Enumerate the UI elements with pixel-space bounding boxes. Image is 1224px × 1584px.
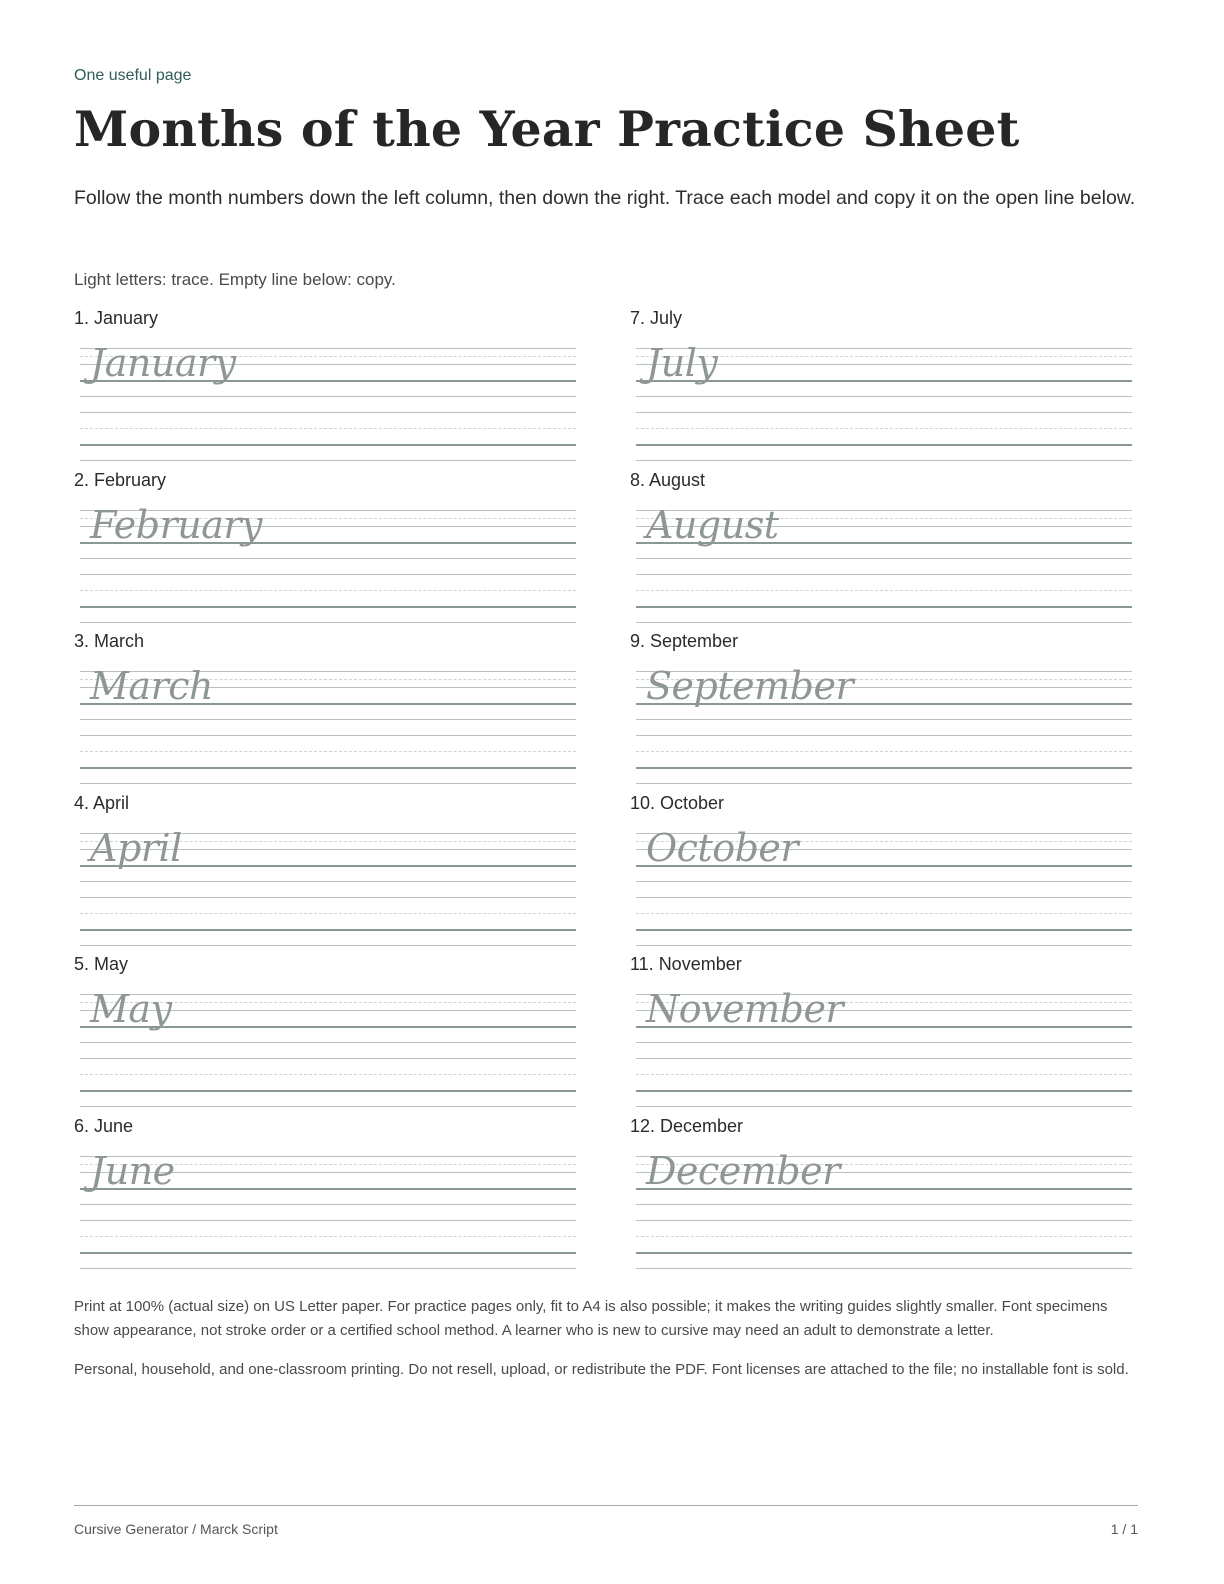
midline-rule — [80, 428, 576, 429]
midline-rule — [636, 913, 1132, 914]
month-label: 9. September — [630, 631, 739, 652]
guide-rule — [80, 881, 576, 882]
trace-model-text: February — [90, 502, 263, 547]
page-number: 1 / 1 — [1110, 1521, 1138, 1537]
baseline-rule — [636, 606, 1132, 608]
month-label: 10. October — [630, 792, 725, 813]
month-label: 6. June — [74, 1115, 134, 1136]
writing-guides[interactable] — [80, 341, 576, 462]
month-label: 8. August — [630, 469, 706, 490]
guide-rule — [80, 396, 576, 397]
guide-rule — [80, 783, 576, 784]
eyebrow: One useful page — [74, 67, 192, 84]
guide-rule — [636, 1042, 1132, 1043]
writing-guides[interactable] — [636, 341, 1132, 462]
guide-rule — [80, 945, 576, 946]
guide-rule — [80, 1058, 576, 1059]
month-label: 2. February — [74, 469, 167, 490]
guide-rule — [80, 1042, 576, 1043]
writing-guides[interactable] — [636, 664, 1132, 785]
baseline-rule — [80, 767, 576, 769]
intro-text: Follow the month numbers down the left column, then down the right. Trace each model and copy it on the open line below. — [74, 187, 1136, 209]
guide-rule — [636, 412, 1132, 413]
guide-rule — [636, 1058, 1132, 1059]
month-block — [74, 631, 578, 793]
guide-rule — [80, 1220, 576, 1221]
trace-model-text: July — [646, 341, 718, 385]
trace-model-text: April — [90, 825, 182, 870]
guide-rule — [636, 558, 1132, 559]
baseline-rule — [636, 1252, 1132, 1254]
trace-model-text: May — [90, 987, 172, 1032]
midline-rule — [80, 751, 576, 752]
trace-model-text: December — [646, 1148, 840, 1193]
guide-rule — [636, 881, 1132, 882]
guide-rule — [80, 897, 576, 898]
guide-rule — [636, 1204, 1132, 1205]
trace-model-text: January — [90, 341, 236, 385]
writing-guides[interactable] — [80, 664, 576, 785]
midline-rule — [636, 428, 1132, 429]
guide-rule — [636, 783, 1132, 784]
guide-rule — [80, 719, 576, 720]
guide-rule — [636, 719, 1132, 720]
baseline-rule — [636, 767, 1132, 769]
baseline-rule — [636, 444, 1132, 446]
month-block — [74, 1116, 578, 1278]
writing-guides[interactable] — [636, 825, 1132, 947]
guide-rule — [80, 460, 576, 461]
baseline-rule — [636, 929, 1132, 931]
print-instructions: Print at 100% (actual size) on US Letter paper. For practice pages only, fit to A4 is also possible; it makes the writing guides slightly smaller. Font specimens show appearance, not stroke order or a certified school method. A learner who is new to cursive may need an adult to demonstrate a letter. — [74, 1298, 1108, 1339]
print-notes — [74, 1295, 1138, 1397]
guide-rule — [636, 396, 1132, 397]
guide-rule — [636, 897, 1132, 898]
guide-rule — [636, 735, 1132, 736]
month-block — [74, 793, 578, 955]
footer-divider — [74, 1505, 1138, 1506]
trace-model-text: September — [646, 664, 854, 709]
trace-hint: Light letters: trace. Empty line below: copy. — [74, 270, 396, 289]
right-column — [630, 308, 1134, 1278]
guide-rule — [80, 574, 576, 575]
month-block — [630, 470, 1134, 632]
midline-rule — [80, 1236, 576, 1237]
practice-sheet — [74, 0, 1138, 1584]
license-notice: Personal, household, and one-classroom printing. Do not resell, upload, or redistribute the PDF. Font licenses are attached to the file; no installable font is sold. — [74, 1361, 1129, 1378]
guide-rule — [80, 1268, 576, 1269]
guide-rule — [636, 945, 1132, 946]
month-block — [630, 793, 1134, 955]
baseline-rule — [80, 444, 576, 446]
midline-rule — [636, 590, 1132, 591]
month-label: 5. May — [74, 954, 129, 975]
guide-rule — [80, 622, 576, 623]
midline-rule — [80, 913, 576, 914]
writing-guides[interactable] — [636, 502, 1132, 624]
writing-guides[interactable] — [636, 1148, 1132, 1270]
trace-model-text: October — [646, 825, 799, 870]
month-label: 11. November — [630, 954, 742, 975]
baseline-rule — [636, 1090, 1132, 1092]
trace-model-text: March — [90, 664, 213, 709]
trace-model-text: November — [646, 987, 844, 1032]
guide-rule — [80, 1204, 576, 1205]
left-column — [74, 308, 578, 1278]
guide-rule — [636, 1268, 1132, 1269]
month-label: 12. December — [630, 1115, 744, 1136]
midline-rule — [80, 590, 576, 591]
month-block — [74, 954, 578, 1116]
midline-rule — [636, 1236, 1132, 1237]
baseline-rule — [80, 1090, 576, 1092]
guide-rule — [636, 622, 1132, 623]
baseline-rule — [80, 929, 576, 931]
guide-rule — [636, 460, 1132, 461]
month-block — [630, 631, 1134, 793]
baseline-rule — [80, 1252, 576, 1254]
writing-guides[interactable] — [80, 502, 576, 624]
trace-model-text: August — [646, 502, 779, 547]
month-block — [630, 1116, 1134, 1278]
writing-guides[interactable] — [80, 987, 576, 1108]
month-label: 1. January — [74, 308, 159, 328]
page-title: Months of the Year Practice Sheet — [74, 100, 1020, 158]
guide-rule — [636, 1106, 1132, 1107]
guide-rule — [80, 558, 576, 559]
footer-credit: Cursive Generator / Marck Script — [74, 1521, 278, 1537]
midline-rule — [636, 1074, 1132, 1075]
midline-rule — [80, 1074, 576, 1075]
writing-guides[interactable] — [80, 825, 576, 947]
guide-rule — [80, 412, 576, 413]
guide-rule — [80, 1106, 576, 1107]
month-block — [74, 470, 578, 632]
guide-rule — [636, 1220, 1132, 1221]
writing-guides[interactable] — [636, 987, 1132, 1108]
guide-rule — [80, 735, 576, 736]
month-block — [74, 308, 578, 470]
month-block — [630, 308, 1134, 470]
writing-guides[interactable] — [80, 1148, 576, 1270]
month-label: 3. March — [74, 631, 145, 652]
month-block — [630, 954, 1134, 1116]
month-label: 7. July — [630, 308, 683, 328]
baseline-rule — [80, 606, 576, 608]
month-label: 4. April — [74, 792, 130, 813]
trace-model-text: June — [90, 1148, 175, 1193]
guide-rule — [636, 574, 1132, 575]
midline-rule — [636, 751, 1132, 752]
